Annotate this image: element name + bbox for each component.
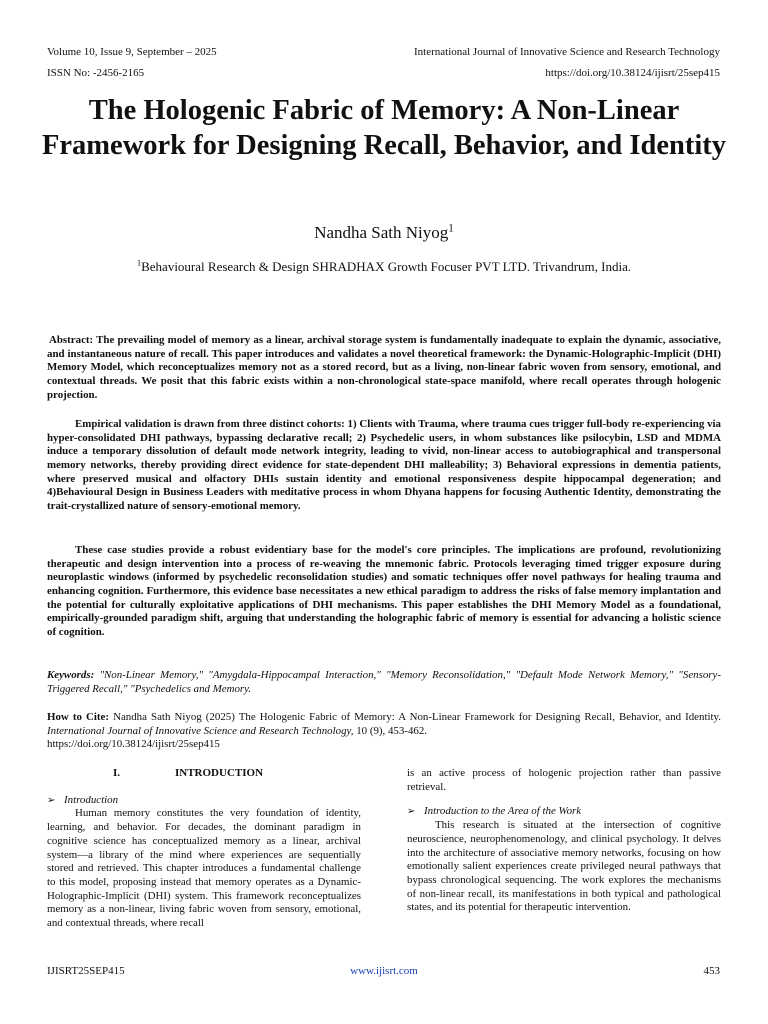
author-name: Nandha Sath Niyog: [314, 223, 449, 242]
abstract-paragraph-3: These case studies provide a robust evidentiary base for the model's core principles. The implications are profound, revolutionizing therapeutic and design intervention into a process of re-weaving the mnemonic fabric. Protocols leveraging timed trigger exposure during neuroplastic windows (informed by psychedelic reconsolidation studies) and somatic techniques offer novel pathways for healing trauma and enhancing cognition. Furthermore, this evidence base necessitates a new ethical paradigm to address the risks of false memory implantation and the potential for culturally exploitative applications of DHI mechanisms. This paper establishes the DHI Memory Model as a foundational, empirically-grounded paradigm shift, arguing that understanding the holographic fabric of memory is essential for advancing a holistic science of cognition.: [47, 544, 721, 638]
author-sup: 1: [448, 222, 454, 235]
author-line: [0, 222, 768, 244]
page-number: 453: [703, 965, 720, 977]
keywords-text: "Non-Linear Memory," "Amygdala-Hippocampal Interaction," "Memory Reconsolidation," "Default Mode Network Memory," "Sensory-Triggered Recall," "Psychedelics and Memory.: [47, 669, 721, 695]
right-column: [407, 767, 721, 915]
cite-label: How to Cite:: [47, 711, 109, 723]
section-heading: [47, 767, 361, 781]
subsection-title: Introduction: [64, 793, 119, 806]
arrow-bullet-icon: ➢: [407, 806, 416, 818]
subsection-heading-intro: [47, 794, 361, 808]
how-to-cite: [47, 711, 721, 752]
abstract-paragraph-2: Empirical validation is drawn from three distinct cohorts: 1) Clients with Trauma, where trauma cues trigger full-body re-experiencing via hyper-consolidated DHI pathways, bypassing declarative recall; 2) Psychedelic users, in whom substances like psilocybin, LSD and MDMA induce a temporary dissolution of default mode network integrity, leading to vivid, non-linear access to autobiographical and transpersonal memory networks, thereby providing direct evidence for state-dependent DHI malleability; 3) Behavioral expressions in dementia patients, where preserved musical and olfactory DHIs sustain identity and emotional responsiveness despite hippocampal degeneration; and 4)Behavioural Design in Business Leaders with meditative process in whom Dhyana happens for focusing Authentic Identity, demonstrating the trait-crystallized nature of sensory-emotional memory.: [47, 418, 721, 512]
cite-doi[interactable]: https://doi.org/10.38124/ijisrt/25sep415: [47, 738, 220, 751]
cite-volume: 10 (9), 453-462.: [356, 724, 427, 737]
volume-issue: Volume 10, Issue 9, September – 2025: [47, 46, 217, 58]
keywords: [47, 669, 721, 696]
section-number: I.: [112, 767, 120, 779]
section-title: INTRODUCTION: [175, 767, 264, 779]
cite-journal: International Journal of Innovative Science and Research Technology,: [47, 724, 354, 737]
arrow-bullet-icon: ➢: [47, 794, 56, 806]
doi-link[interactable]: https://doi.org/10.38124/ijisrt/25sep415: [545, 67, 720, 79]
abstract-paragraph-1: Abstract: The prevailing model of memory as a linear, archival storage system is fundamentally inadequate to explain the dynamic, associative, and instantaneous nature of recall. This paper introduces and validates a novel theoretical framework: the Dynamic-Holographic-Implicit (DHI) Memory Model, which reconceptualizes memory not as a stored record, but as a living, non-linear fabric woven from sensory, emotional, and contextual threads. We posit that this fabric exists within a non-chronological state-space manifold, where recall operates through hologenic projection.: [47, 334, 721, 401]
affiliation-sup: 1: [136, 257, 142, 268]
area-body: This research is situated at the intersection of cognitive neuroscience, neurophenomenology, and clinical psychology. It delves into the architecture of associative memory networks, focusing on how emotionally salient experiences create privileged neural pathways that bypass chronological sequencing. The work explores the mechanisms of non-linear recall, its manifestations in both typical and pathological states, and its potential for therapeutic intervention.: [407, 819, 721, 914]
keywords-label: Keywords:: [47, 669, 95, 681]
footer-site-link[interactable]: www.ijisrt.com: [350, 965, 418, 977]
subsection-heading-area: [407, 805, 721, 819]
footer-paper-id: IJISRT25SEP415: [47, 965, 125, 977]
paper-title: The Hologenic Fabric of Memory: A Non-Linear Framework for Designing Recall, Behavior, and Identity: [42, 95, 726, 161]
affiliation: [0, 258, 768, 276]
intro-body-continued: is an active process of hologenic projection rather than passive retrieval.: [407, 767, 721, 793]
subsection-title: Introduction to the Area of the Work: [424, 805, 582, 818]
journal-name: International Journal of Innovative Science and Research Technology: [413, 46, 720, 58]
left-column: [47, 767, 361, 931]
intro-body: Human memory constitutes the very foundation of identity, learning, and behavior. For decades, the dominant paradigm in cognitive science has conceptualized memory as a linear, archival system—a library of the mind where experiences are sequentially stored and retrieved. This chapter introduces a fundamental challenge to this model, proposing instead that memory operates as a Dynamic-Holographic-Implicit (DHI) system. This framework reconceptualizes memory as a non-linear, living fabric woven from sensory, emotional, and contextual threads, where recall: [47, 807, 361, 930]
cite-text: Nandha Sath Niyog (2025) The Hologenic Fabric of Memory: A Non-Linear Framework for Designing Recall, Behavior, and Identity.: [113, 711, 721, 723]
issn: ISSN No: -2456-2165: [47, 67, 145, 79]
affiliation-text: Behavioural Research & Design SHRADHAX Growth Focuser PVT LTD. Trivandrum, India.: [141, 259, 632, 274]
